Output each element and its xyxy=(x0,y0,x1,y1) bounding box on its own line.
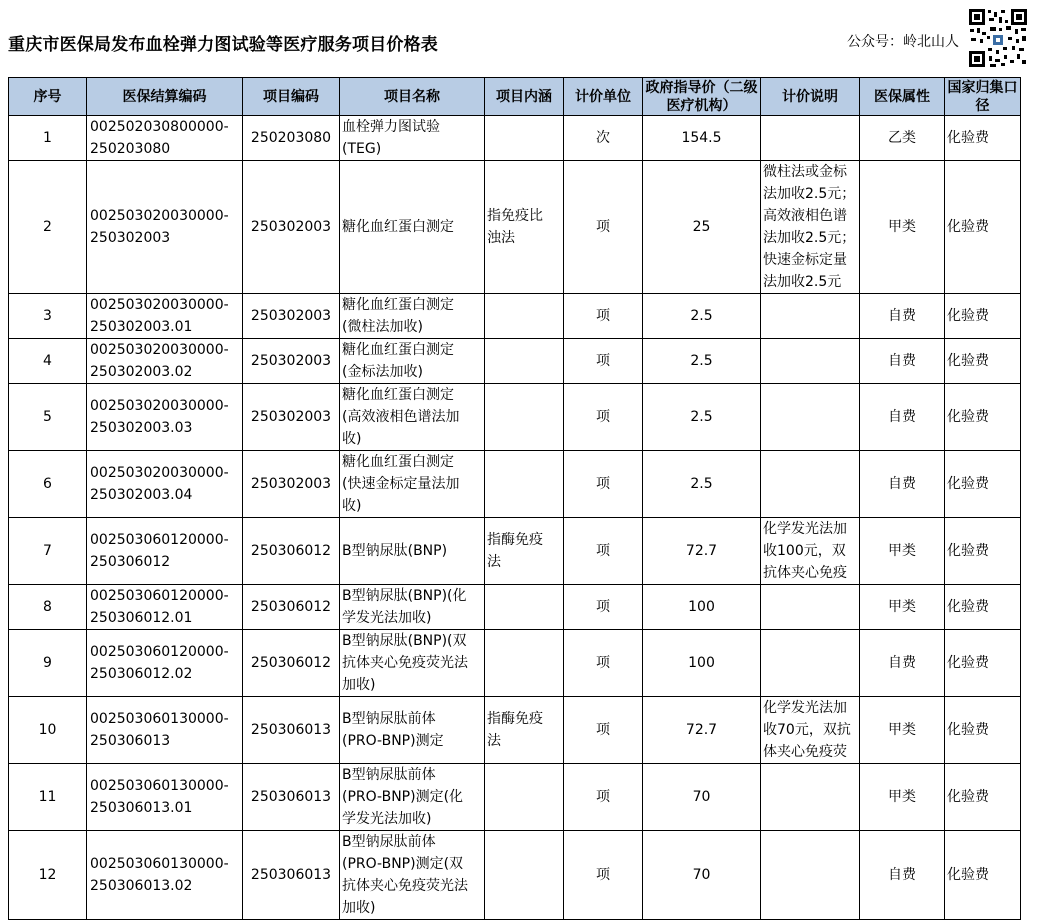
cell-note xyxy=(761,630,860,697)
cell-settle-code: 002503060130000- 250306013 xyxy=(87,697,243,764)
header-item-name: 项目名称 xyxy=(340,78,485,116)
cell-price: 2.5 xyxy=(643,451,761,518)
cell-no: 6 xyxy=(9,451,87,518)
cell-note xyxy=(761,384,860,451)
cell-no: 5 xyxy=(9,384,87,451)
cell-unit: 项 xyxy=(564,831,643,920)
cell-item-content xyxy=(485,764,564,831)
cell-insurance-attr: 自费 xyxy=(860,831,945,920)
cell-item-name: 糖化血红蛋白测定 (微柱法加收) xyxy=(340,294,485,339)
cell-no: 1 xyxy=(9,116,87,161)
cell-item-name: B型钠尿肽前体 (PRO-BNP)测定(化 学发光法加收) xyxy=(340,764,485,831)
price-table xyxy=(8,77,1021,920)
header-insurance-attr: 医保属性 xyxy=(860,78,945,116)
cell-caliber: 化验费 xyxy=(945,630,1021,697)
cell-no: 2 xyxy=(9,161,87,294)
cell-note xyxy=(761,764,860,831)
header-settle-code: 医保结算编码 xyxy=(87,78,243,116)
cell-price: 70 xyxy=(643,764,761,831)
cell-settle-code: 002502030800000- 250203080 xyxy=(87,116,243,161)
table-row xyxy=(9,451,1021,518)
cell-caliber: 化验费 xyxy=(945,764,1021,831)
cell-item-code: 250203080 xyxy=(243,116,340,161)
cell-unit: 项 xyxy=(564,518,643,585)
cell-note: 微柱法或金标 法加收2.5元； 高效液相色谱 法加收2.5元； 快速金标定量 法加收2.5元 xyxy=(761,161,860,294)
cell-item-name: B型钠尿肽前体 (PRO-BNP)测定(双 抗体夹心免疫荧光法 加收) xyxy=(340,831,485,920)
cell-note xyxy=(761,451,860,518)
cell-item-code: 250302003 xyxy=(243,384,340,451)
table-row xyxy=(9,697,1021,764)
cell-unit: 项 xyxy=(564,630,643,697)
cell-item-content xyxy=(485,630,564,697)
cell-insurance-attr: 自费 xyxy=(860,630,945,697)
cell-caliber: 化验费 xyxy=(945,831,1021,920)
cell-note xyxy=(761,294,860,339)
cell-no: 8 xyxy=(9,585,87,630)
cell-item-name: B型钠尿肽(BNP) xyxy=(340,518,485,585)
cell-unit: 项 xyxy=(564,384,643,451)
cell-item-code: 250306013 xyxy=(243,697,340,764)
cell-unit: 项 xyxy=(564,585,643,630)
cell-price: 2.5 xyxy=(643,294,761,339)
account-label: 公众号：岭北山人 xyxy=(847,34,959,50)
cell-unit: 项 xyxy=(564,764,643,831)
cell-caliber: 化验费 xyxy=(945,294,1021,339)
cell-price: 2.5 xyxy=(643,384,761,451)
cell-settle-code: 002503060120000- 250306012 xyxy=(87,518,243,585)
cell-unit: 项 xyxy=(564,451,643,518)
cell-caliber: 化验费 xyxy=(945,161,1021,294)
cell-settle-code: 002503020030000- 250302003.04 xyxy=(87,451,243,518)
header-note: 计价说明 xyxy=(761,78,860,116)
cell-no: 10 xyxy=(9,697,87,764)
cell-price: 70 xyxy=(643,831,761,920)
cell-settle-code: 002503020030000- 250302003.02 xyxy=(87,339,243,384)
cell-item-content xyxy=(485,585,564,630)
cell-insurance-attr: 甲类 xyxy=(860,518,945,585)
header-no: 序号 xyxy=(9,78,87,116)
cell-item-code: 250302003 xyxy=(243,294,340,339)
cell-no: 12 xyxy=(9,831,87,920)
table-row xyxy=(9,831,1021,920)
cell-item-name: 糖化血红蛋白测定 (快速金标定量法加 收) xyxy=(340,451,485,518)
table-row xyxy=(9,384,1021,451)
cell-item-content xyxy=(485,116,564,161)
cell-unit: 项 xyxy=(564,339,643,384)
cell-item-code: 250302003 xyxy=(243,339,340,384)
header-price: 政府指导价（二级医疗机构） xyxy=(643,78,761,116)
cell-insurance-attr: 自费 xyxy=(860,384,945,451)
cell-caliber: 化验费 xyxy=(945,697,1021,764)
cell-item-code: 250306013 xyxy=(243,764,340,831)
cell-price: 100 xyxy=(643,630,761,697)
cell-item-content: 指酶免疫 法 xyxy=(485,697,564,764)
cell-item-name: B型钠尿肽前体 (PRO-BNP)测定 xyxy=(340,697,485,764)
cell-no: 9 xyxy=(9,630,87,697)
cell-item-content xyxy=(485,451,564,518)
cell-item-content xyxy=(485,294,564,339)
cell-unit: 次 xyxy=(564,116,643,161)
cell-item-code: 250302003 xyxy=(243,161,340,294)
cell-no: 11 xyxy=(9,764,87,831)
cell-item-code: 250306012 xyxy=(243,518,340,585)
cell-settle-code: 002503020030000- 250302003.01 xyxy=(87,294,243,339)
cell-item-name: 糖化血红蛋白测定 (金标法加收) xyxy=(340,339,485,384)
cell-item-content xyxy=(485,339,564,384)
header-unit: 计价单位 xyxy=(564,78,643,116)
cell-note xyxy=(761,585,860,630)
cell-price: 2.5 xyxy=(643,339,761,384)
cell-caliber: 化验费 xyxy=(945,451,1021,518)
page-title: 重庆市医保局发布血栓弹力图试验等医疗服务项目价格表 xyxy=(8,35,438,55)
header-item-content: 项目内涵 xyxy=(485,78,564,116)
cell-price: 72.7 xyxy=(643,518,761,585)
cell-no: 7 xyxy=(9,518,87,585)
cell-price: 25 xyxy=(643,161,761,294)
qr-code-icon xyxy=(968,8,1028,68)
cell-caliber: 化验费 xyxy=(945,116,1021,161)
cell-no: 3 xyxy=(9,294,87,339)
cell-settle-code: 002503060130000- 250306013.01 xyxy=(87,764,243,831)
cell-item-code: 250306012 xyxy=(243,585,340,630)
cell-caliber: 化验费 xyxy=(945,585,1021,630)
cell-insurance-attr: 乙类 xyxy=(860,116,945,161)
cell-insurance-attr: 甲类 xyxy=(860,697,945,764)
cell-no: 4 xyxy=(9,339,87,384)
cell-insurance-attr: 自费 xyxy=(860,339,945,384)
cell-settle-code: 002503060120000- 250306012.02 xyxy=(87,630,243,697)
cell-item-name: B型钠尿肽(BNP)(化 学发光法加收) xyxy=(340,585,485,630)
cell-item-code: 250306013 xyxy=(243,831,340,920)
cell-settle-code: 002503060130000- 250306013.02 xyxy=(87,831,243,920)
cell-insurance-attr: 自费 xyxy=(860,451,945,518)
cell-item-code: 250302003 xyxy=(243,451,340,518)
cell-caliber: 化验费 xyxy=(945,518,1021,585)
table-header-row xyxy=(9,78,1021,116)
cell-insurance-attr: 甲类 xyxy=(860,764,945,831)
cell-insurance-attr: 甲类 xyxy=(860,585,945,630)
table-row xyxy=(9,518,1021,585)
cell-item-name: B型钠尿肽(BNP)(双 抗体夹心免疫荧光法 加收) xyxy=(340,630,485,697)
cell-caliber: 化验费 xyxy=(945,384,1021,451)
cell-item-content xyxy=(485,831,564,920)
table-row xyxy=(9,161,1021,294)
cell-insurance-attr: 甲类 xyxy=(860,161,945,294)
cell-settle-code: 002503020030000- 250302003 xyxy=(87,161,243,294)
cell-note xyxy=(761,116,860,161)
cell-price: 72.7 xyxy=(643,697,761,764)
cell-caliber: 化验费 xyxy=(945,339,1021,384)
header-item-code: 项目编码 xyxy=(243,78,340,116)
cell-price: 100 xyxy=(643,585,761,630)
cell-unit: 项 xyxy=(564,161,643,294)
table-row xyxy=(9,294,1021,339)
table-row xyxy=(9,585,1021,630)
cell-item-code: 250306012 xyxy=(243,630,340,697)
cell-note xyxy=(761,831,860,920)
cell-note: 化学发光法加 收70元，双抗 体夹心免疫荧 xyxy=(761,697,860,764)
cell-item-name: 血栓弹力图试验 (TEG) xyxy=(340,116,485,161)
cell-note xyxy=(761,339,860,384)
cell-item-content: 指酶免疫 法 xyxy=(485,518,564,585)
cell-item-content xyxy=(485,384,564,451)
cell-settle-code: 002503060120000- 250306012.01 xyxy=(87,585,243,630)
table-row xyxy=(9,339,1021,384)
cell-unit: 项 xyxy=(564,294,643,339)
cell-settle-code: 002503020030000- 250302003.03 xyxy=(87,384,243,451)
cell-insurance-attr: 自费 xyxy=(860,294,945,339)
table-row xyxy=(9,764,1021,831)
cell-item-name: 糖化血红蛋白测定 xyxy=(340,161,485,294)
cell-item-content: 指免疫比 浊法 xyxy=(485,161,564,294)
cell-price: 154.5 xyxy=(643,116,761,161)
table-row xyxy=(9,630,1021,697)
cell-note: 化学发光法加 收100元，双 抗体夹心免疫 xyxy=(761,518,860,585)
cell-item-name: 糖化血红蛋白测定 (高效液相色谱法加 收) xyxy=(340,384,485,451)
table-row xyxy=(9,116,1021,161)
cell-unit: 项 xyxy=(564,697,643,764)
header-caliber: 国家归集口径 xyxy=(945,78,1021,116)
